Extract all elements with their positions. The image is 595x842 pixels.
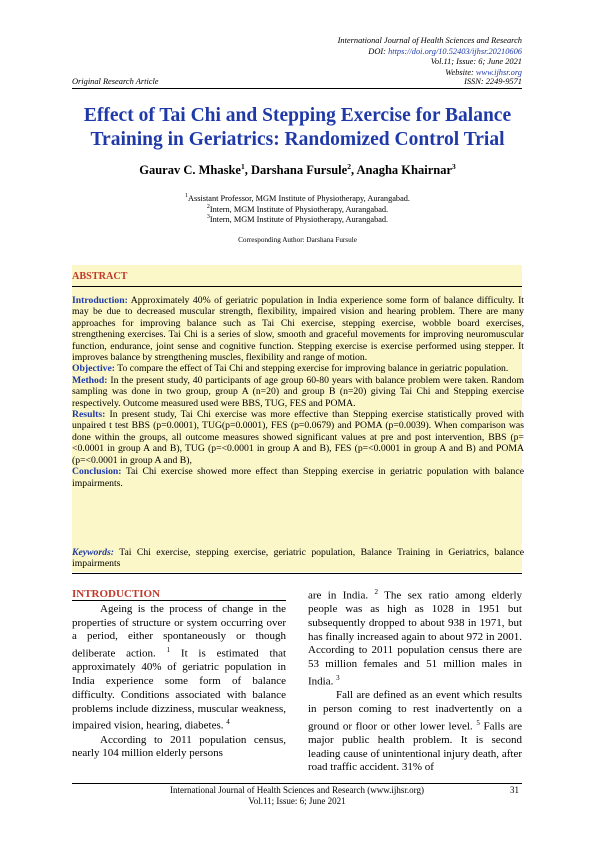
intro-col2-p1-a: are in India. (308, 589, 369, 602)
results-label: Results: (72, 409, 106, 421)
author-3: Anagha Khairnar (356, 163, 453, 178)
conclusion-text: Tai Chi exercise showed more effect than Stepping exercise in geriatric population with balance impairments. (72, 466, 524, 489)
intro-col2-p1-b: The sex ratio among elderly people was as high as 1028 in 1951 but subsequently dropped to about 938 in 1971, but has finally increased again to about 972 in 2001. According to 2011 population census there are 53 million females and 51 million males in India. (308, 589, 523, 688)
intro-paragraph-1 (72, 603, 286, 734)
intro-column-1 (72, 603, 286, 761)
abstract-rule (72, 286, 522, 287)
page-number: 31 (510, 785, 519, 795)
doi-line (368, 47, 522, 58)
footer-volume: Vol.11; Issue: 6; June 2021 (248, 796, 346, 806)
author-list: Gaurav C. Mhaske$^1$, Darshana Fursule$^2$, Anagha Khairnar$^3$ (139, 162, 456, 178)
abstract-introduction (72, 295, 524, 363)
affiliation-1-text: Assistant Professor, MGM Institute of Physiotherapy, Aurangabad. (188, 193, 410, 203)
footer-journal: International Journal of Health Sciences and Research (www.ijhsr.org) (170, 785, 424, 795)
doi-link[interactable]: https://doi.org/10.52403/ijhsr.20210606 (388, 46, 522, 56)
keywords (72, 547, 524, 570)
results-text: In present study, Tai Chi exercise was more effective than Stepping exercise statistically proved with unpaired t test BBS (p=0.0001), TUG(p=0.0001), FES (p=0.0679) and POMA (p=0.0039). When comparison was done within the groups, all outcome measures showed significant values at pre and post intervention, BBS (p=<0.0001 in group A and B), TUG (p=<0.0001 in group A and B), FES (p=<0.0001 in group A and B) and POMA (p=<0.0001 in group A and B), (72, 409, 524, 466)
affiliation-3 (60, 212, 535, 225)
abstract-conclusion (72, 466, 524, 489)
introduction-heading: INTRODUCTION (72, 588, 161, 600)
author-3-sup: 3 (452, 162, 456, 171)
doi-prefix: DOI: (368, 46, 389, 56)
corresponding-author: Corresponding Author: Darshana Fursule (238, 236, 357, 244)
author-2: Darshana Fursule (250, 163, 348, 178)
journal-name: International Journal of Health Sciences and Research (337, 36, 522, 45)
affiliation-3-text: Intern, MGM Institute of Physiotherapy, Aurangabad. (209, 214, 389, 224)
intro-p1-sup: 1 (166, 646, 171, 655)
abstract-objective (72, 363, 524, 374)
affiliation-2-sup: 2 (206, 203, 210, 210)
abstract-results (72, 409, 524, 466)
conclusion-label: Conclusion: (72, 466, 122, 478)
issn: ISSN: 2249-9571 (464, 77, 522, 86)
intro-column-2 (308, 586, 522, 775)
intro-col2-p1-sup: 2 (374, 588, 378, 596)
intro-col2-paragraph-2 (308, 689, 522, 775)
intro-col2-p1-sup2: 3 (336, 673, 340, 682)
intro-col2-p2-a: Fall are defined as an event which results in person coming to rest inadvertently on a ground or floor or other lower level. (308, 689, 522, 733)
author-1: Gaurav C. Mhaske (139, 163, 241, 178)
keywords-label: Keywords: (72, 547, 114, 558)
affiliation-1-sup: 1 (185, 193, 188, 199)
intro-text: Approximately 40% of geriatric population in India experience some form of balance difficulty. It may be due to decreased muscular strength, flexibility, impaired vision and hearing problem. There are many approaches for improving balance such as Tai Chi exercise, stepping exercise, wobble board exercises, strengthening exercises. Tai Chi is a series of slow, smooth and graceful movements for improving neuromuscular function, endurance, joint sense and cognitive function. Stepping exercise is exercise performed using stepper. It improves balance by strengthening muscles, flexibility and range of motion. (72, 295, 524, 364)
keywords-text: Tai Chi exercise, stepping exercise, geriatric population, Balance Training in Geriatrics, balance impairments (72, 547, 524, 570)
objective-text: To compare the effect of Tai Chi and stepping exercise for improving balance in geriatric population. (115, 363, 509, 375)
intro-col2-p2-b: Falls are major public health problem. It is second leading cause of unintentional injury death, after road traffic accident. 31% of (308, 720, 522, 774)
footer-rule (72, 783, 522, 784)
website-prefix: Website: (445, 67, 476, 77)
author-2-sup: 2 (347, 162, 351, 171)
article-type: Original Research Article (72, 77, 159, 86)
intro-col2-p2-sup: 5 (476, 718, 480, 727)
abstract-heading: ABSTRACT (72, 271, 128, 282)
intro-p1-b: It is estimated that approximately 40% of geriatric population in India experience some form of balance difficulty. Conditions associated with balance problems include dizziness, muscular weakness, impaired vision, hearing, diabetes. (72, 647, 287, 732)
intro-p1-sup2: 4 (226, 718, 230, 727)
footer (72, 785, 522, 807)
title-line-1: Effect of Tai Chi and Stepping Exercise for Balance (83, 105, 512, 126)
affiliation-2-text: Intern, MGM Institute of Physiotherapy, Aurangabad. (209, 204, 389, 214)
website-link[interactable]: www.ijhsr.org (475, 67, 522, 77)
intro-label: Introduction: (72, 295, 128, 306)
author-1-sup: 1 (240, 162, 245, 171)
objective-label: Objective: (72, 363, 116, 375)
abstract-bottom-rule (72, 573, 522, 574)
header-rule (72, 88, 522, 89)
title-line-2: Training in Geriatrics: Randomized Control Trial (90, 129, 505, 150)
affiliation-3-sup: 3 (206, 214, 210, 220)
introduction-rule (72, 600, 286, 601)
abstract-body (72, 295, 524, 489)
abstract-method (72, 375, 524, 409)
method-text: In the present study, 40 participants of age group 60-80 years with balance problem were taken. Random sampling was done in two group, group A (n=20) and group B (n=20) giving Tai Chi and Stepping exercise respectively. Outcome measured used were BBS, TUG, FES and POMA. (72, 374, 524, 409)
intro-paragraph-2: According to 2011 population census, nearly 104 million elderly persons (72, 733, 286, 760)
intro-col2-paragraph-1 (308, 586, 522, 689)
volume-issue: Vol.11; Issue: 6; June 2021 (430, 57, 522, 66)
method-label: Method: (72, 374, 108, 386)
article-title (60, 104, 535, 152)
intro-p1-a: Ageing is the process of change in the properties of structure or system occurring over a period, either spontaneously or though deliberate action. (72, 603, 286, 660)
